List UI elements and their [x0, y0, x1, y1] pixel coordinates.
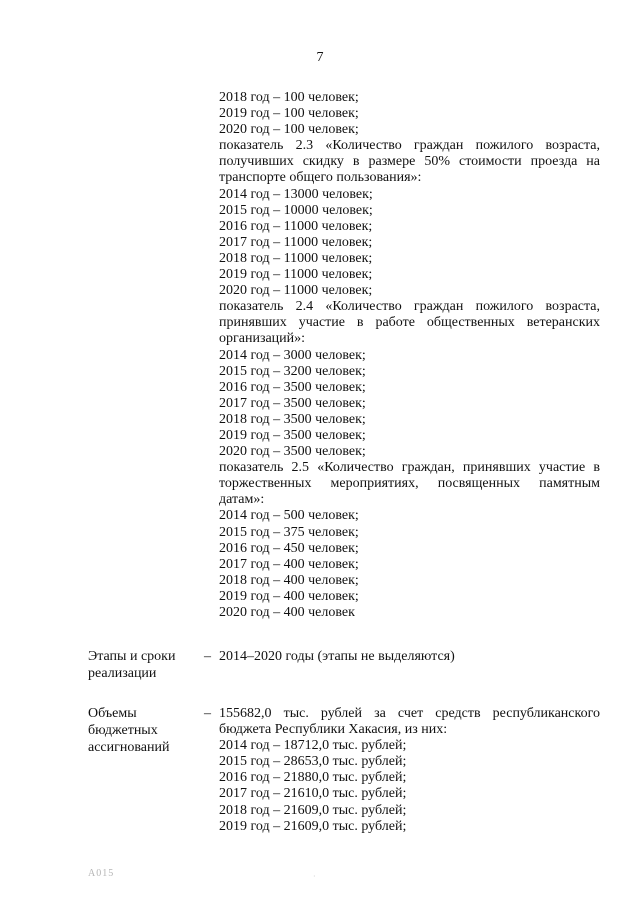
list-item: 2019 год – 3500 человек; [219, 427, 366, 443]
list-item: 2020 год – 11000 человек; [219, 283, 373, 299]
list-item: 2015 год – 375 человек; [219, 524, 359, 540]
indicator-2-3-heading: показатель 2.3 «Количество граждан пожилого возраста, [219, 138, 600, 154]
list-item: 2016 год – 450 человек; [219, 540, 359, 556]
indicator-2-5-heading: датам»: [219, 492, 265, 508]
list-item: 2017 год – 21610,0 тыс. рублей; [219, 786, 407, 802]
funding-label [88, 705, 198, 756]
list-item: 2019 год – 400 человек; [219, 588, 359, 604]
list-item: 2019 год – 100 человек; [219, 106, 359, 122]
list-item: 2020 год – 100 человек; [219, 122, 359, 138]
list-item: 2015 год – 10000 человек; [219, 202, 373, 218]
stages-label-line: реализации [88, 666, 157, 681]
list-item: 2018 год – 11000 человек; [219, 250, 373, 266]
list-item: 2014 год – 500 человек; [219, 508, 359, 524]
list-item: 2015 год – 3200 человек; [219, 363, 366, 379]
funding-total: бюджета Республики Хакасия, из них: [219, 722, 448, 738]
list-item: 2016 год – 3500 человек; [219, 379, 366, 395]
stages-label [88, 648, 198, 682]
list-item: 2018 год – 100 человек; [219, 90, 359, 105]
list-item: 2018 год – 21609,0 тыс. рублей; [219, 802, 407, 818]
list-item: 2016 год – 11000 человек; [219, 218, 373, 234]
list-item: 2017 год – 400 человек; [219, 556, 359, 572]
stages-label-line: Этапы и сроки [88, 649, 176, 664]
list-item: 2019 год – 11000 человек; [219, 267, 373, 283]
indicators-continuation [219, 90, 600, 621]
scan-speck: · [313, 872, 316, 881]
footer-mark: А015 [88, 868, 115, 879]
list-item: 2018 год – 3500 человек; [219, 411, 366, 427]
funding-label-line: ассигнований [88, 740, 170, 755]
list-item: 2018 год – 400 человек; [219, 572, 359, 588]
list-item: 2015 год – 28653,0 тыс. рублей; [219, 754, 407, 770]
funding-dash: – [204, 706, 211, 721]
stages-dash: – [204, 649, 211, 664]
page-number: 7 [316, 50, 324, 65]
list-item: 2020 год – 400 человек [219, 605, 355, 620]
funding-total: 155682,0 тыс. рублей за счет средств республиканского [219, 706, 600, 721]
list-item: 2017 год – 3500 человек; [219, 395, 366, 411]
list-item: 2014 год – 3000 человек; [219, 347, 366, 363]
list-item: 2014 год – 18712,0 тыс. рублей; [219, 738, 407, 754]
indicator-2-4-heading: принявших участие в работе общественных ветеранских [219, 315, 600, 331]
stages-value-text: 2014–2020 годы (этапы не выделяются) [219, 649, 455, 664]
funding-label-line: Объемы [88, 706, 137, 721]
list-item: 2019 год – 21609,0 тыс. рублей; [219, 818, 407, 834]
indicator-2-3-heading: транспорте общего пользования»: [219, 170, 422, 186]
funding-values [219, 706, 600, 835]
indicator-2-4-heading: организаций»: [219, 331, 306, 347]
indicator-2-5-heading: торжественных мероприятиях, посвященных памятным [219, 476, 600, 492]
indicator-2-4-heading: показатель 2.4 «Количество граждан пожилого возраста, [219, 299, 600, 315]
funding-label-line: бюджетных [88, 723, 158, 738]
indicator-2-5-heading: показатель 2.5 «Количество граждан, принявших участие в [219, 460, 600, 476]
indicator-2-3-heading: получивших скидку в размере 50% стоимости проезда на [219, 154, 600, 170]
list-item: 2016 год – 21880,0 тыс. рублей; [219, 770, 407, 786]
stages-value [219, 649, 600, 665]
list-item: 2020 год – 3500 человек; [219, 444, 366, 460]
list-item: 2017 год – 11000 человек; [219, 234, 373, 250]
list-item: 2014 год – 13000 человек; [219, 186, 373, 202]
